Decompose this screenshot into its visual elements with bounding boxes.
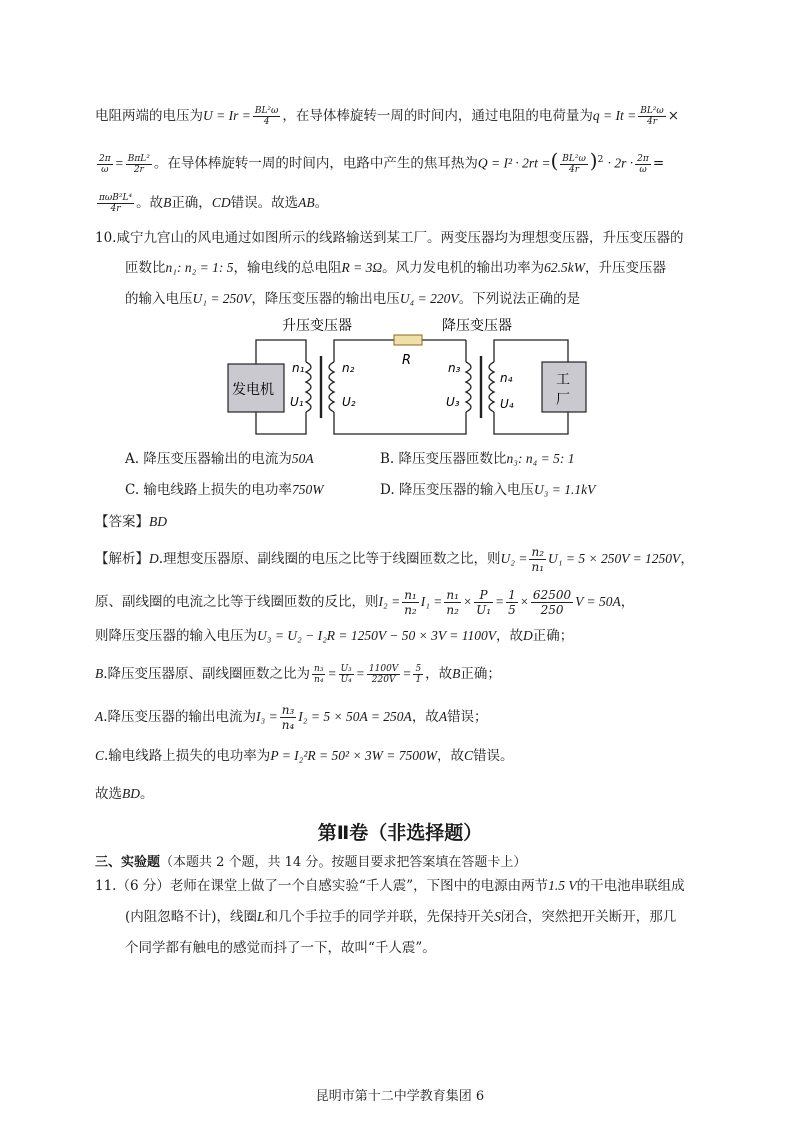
- q9-line-1: [95, 106, 679, 127]
- math: =: [495, 594, 505, 609]
- q11-line-1: [95, 876, 685, 896]
- math: P = I₂²R = 50² × 3W = 7500W: [270, 748, 438, 763]
- math: n₁: n₂ = 1: 5: [165, 260, 234, 275]
- math: 750W: [291, 482, 324, 497]
- fraction: $\frac{1}{5}$: [508, 588, 516, 617]
- math: C: [95, 748, 105, 763]
- fraction: $\frac{\text{n₁}}{\text{n₂}}$: [404, 588, 417, 617]
- text: 原、副线圈的电流之比等于线圈匝数的反比，则: [95, 594, 379, 610]
- text: ，降压变压器的输出电压: [251, 291, 400, 307]
- q10-stem-1: [95, 228, 683, 248]
- math: ×: [519, 594, 529, 609]
- text: ，输电线的总电阻: [233, 260, 342, 276]
- math: q = It =: [592, 108, 637, 123]
- text: ，升压变压器: [585, 260, 666, 276]
- section-title: 第Ⅱ卷（非选择题）: [317, 822, 483, 844]
- analysis-line-3: [95, 626, 573, 646]
- q9-line-2: $\frac{2\pi}{\omega}$ = $\frac{\text{BπL²}}{2r}$ 。在导体棒旋转一周的时间内，电路中产生的焦耳热为Q = I² · 2rt =( $\frac{\text{BL²ω}}{4r}$ )$^2$ · 2r · $\frac{2\pi}{\omega}$ =: [99, 148, 665, 175]
- U2-label: U₂: [342, 395, 356, 409]
- analysis-line-5: [95, 703, 488, 732]
- text: 正确，: [171, 195, 212, 211]
- math: U₁ = 250V: [192, 291, 252, 306]
- math: 50A: [291, 451, 314, 466]
- text: ，: [620, 594, 635, 610]
- analysis-line-2: [95, 588, 634, 617]
- text: 的输入电压: [125, 291, 193, 307]
- analysis-line-4: [95, 664, 501, 685]
- text: 【解析】: [95, 551, 149, 567]
- text: .降压变压器原、副线圈匝数之比为: [103, 666, 311, 682]
- fraction: $\frac{\text{BL²ω}}{4r}$: [562, 153, 586, 175]
- math: U₃ = U₂ − I₂R = 1250V − 50 × 3V = 1100V: [257, 628, 496, 643]
- text: ，: [680, 551, 694, 567]
- math: 1.5 V: [548, 878, 577, 893]
- math: AB: [298, 195, 315, 210]
- text: 错误。: [473, 748, 514, 764]
- text: =: [652, 155, 665, 172]
- math: =: [402, 666, 412, 681]
- text: 匝数比: [125, 260, 166, 276]
- math: A: [438, 709, 448, 724]
- math: I₁ =: [420, 594, 443, 609]
- math: U₂ =: [500, 551, 528, 566]
- text: ，故: [425, 666, 453, 682]
- math: I₂ =: [378, 594, 401, 609]
- math: BD: [122, 786, 140, 801]
- math: CD: [211, 195, 231, 210]
- n1-label: n₁: [292, 361, 305, 375]
- text: 的干电池串联组成: [576, 878, 685, 894]
- generator-label: 发电机: [232, 382, 274, 398]
- analysis-line-1: [95, 545, 694, 574]
- fraction: $\frac{\text{BL²ω}}{4}$: [254, 106, 279, 127]
- U4-label: U₄: [500, 397, 514, 411]
- fraction: $\frac{\text{n₁}}{\text{n₂}}$: [446, 588, 459, 617]
- math: D: [149, 551, 159, 566]
- fraction: $\frac{\text{BπL²}}{2r}$: [127, 153, 150, 175]
- math: A: [95, 709, 104, 724]
- text: 故选: [95, 786, 122, 802]
- n2-label: n₂: [342, 361, 355, 375]
- math: B: [95, 666, 104, 681]
- text: 正确；: [532, 628, 574, 644]
- q10-stem-3: [125, 289, 580, 309]
- math: B: [163, 195, 172, 210]
- text: 。风力发电机的输出功率为: [382, 260, 545, 276]
- resistor-r: [394, 335, 422, 345]
- text: 错误；: [447, 709, 488, 725]
- text: .理想变压器原、副线圈的电压之比等于线圈匝数之比，则: [158, 551, 501, 567]
- final-choice: [95, 784, 154, 804]
- math: R = 3Ω: [341, 260, 383, 275]
- text: 电阻两端的电压为: [95, 108, 203, 124]
- math: B: [452, 666, 461, 681]
- math: U₃ = 1.1kV: [533, 482, 596, 497]
- section-heading: [95, 852, 526, 873]
- text: 和几个手拉手的同学并联，先保持开关: [264, 909, 495, 925]
- step-down-label: 降压变压器: [442, 318, 512, 334]
- text: A. 降压变压器输出的电流为: [125, 451, 292, 467]
- option-d: [380, 480, 595, 500]
- text: ，故: [495, 628, 523, 644]
- page-footer: 昆明市第十二中学教育集团 6: [315, 1089, 485, 1104]
- U3-label: U₃: [446, 395, 460, 409]
- fraction: $\frac{P}{\text{U₁}}$: [476, 588, 492, 617]
- math: ×: [462, 594, 473, 609]
- math: I₂ = 5 × 50A = 250A: [298, 709, 412, 724]
- text: （本题共 2 个题，共 14 分。按题目要求把答案填在答题卡上）: [160, 855, 527, 870]
- fraction: $\frac{\text{n₃}}{\text{n₄}}$: [314, 664, 324, 685]
- math: BD: [149, 514, 167, 529]
- factory-label-1: 工: [556, 372, 570, 388]
- text: 三、实验题: [95, 855, 161, 870]
- text: C. 输电线路上损失的电功率: [125, 482, 292, 498]
- fraction: $\frac{2\pi}{\omega}$: [637, 153, 649, 175]
- n4-label: n₄: [500, 371, 513, 385]
- factory-label-2: 厂: [556, 392, 570, 408]
- q9-line-3: [95, 193, 328, 214]
- option-a: [125, 449, 314, 469]
- fraction: $\frac{1100V}{220V}$: [368, 664, 399, 685]
- resistor-label: R: [402, 353, 412, 368]
- math: · 2r ·: [607, 155, 634, 171]
- text: ，故: [411, 709, 439, 725]
- math: n₃: n₄ = 5: 1: [506, 451, 575, 466]
- fraction: $\frac{\text{πωB²L⁴}}{4r}$: [99, 193, 133, 214]
- fraction: $\frac{5}{1}$: [415, 664, 422, 685]
- fraction: $\frac{\text{U₃}}{\text{U₄}}$: [340, 664, 352, 685]
- option-c: [125, 480, 323, 500]
- math: Q = I² · 2rt =: [477, 155, 551, 171]
- text: 则降压变压器的输入电压为: [95, 628, 257, 644]
- text: .降压变压器的输出电流为: [103, 709, 257, 725]
- text: 10.咸宁九宫山的风电通过如图所示的线路输送到某工厂。两变压器均为理想变压器，升压变压器的: [95, 230, 684, 246]
- text: D. 降压变压器的输入电压: [380, 482, 534, 498]
- fraction: $\frac{62500}{250}$: [532, 588, 572, 617]
- n3-label: n₃: [448, 361, 461, 375]
- text: ×: [667, 108, 680, 124]
- text: 。: [314, 195, 329, 211]
- math: =: [327, 666, 337, 681]
- fraction: $\frac{2\pi}{\omega}$: [99, 153, 111, 175]
- text: B. 降压变压器匝数比: [380, 451, 507, 467]
- fraction: $\frac{\text{n₃}}{\text{n₄}}$: [281, 703, 295, 732]
- option-b: [380, 449, 575, 469]
- math: =: [114, 155, 124, 171]
- text: 正确；: [460, 666, 501, 682]
- text: (内阻忽略不计)，线圈: [125, 909, 258, 925]
- transmission-circuit-diagram: [220, 312, 600, 442]
- text: ，故: [437, 748, 465, 764]
- step-up-label: 升压变压器: [282, 318, 352, 334]
- text: 个同学都有触电的感觉而抖了一下，故叫“千人震”。: [125, 940, 436, 956]
- text: 错误。故选: [230, 195, 299, 211]
- math: L: [257, 909, 265, 924]
- answer-line: [95, 512, 167, 532]
- text: 【答案】: [95, 514, 149, 530]
- math: U₁ = 5 × 250V = 1250V: [548, 551, 681, 566]
- text: 11.（6 分）老师在课堂上做了一个自感实验“千人震”，下图中的电源由两节: [95, 878, 549, 894]
- fraction: $\frac{\text{n₂}}{\text{n₁}}$: [531, 545, 545, 574]
- text: ，在导体棒旋转一周的时间内，通过电阻的电荷量为: [282, 108, 593, 124]
- fraction: $\frac{\text{BL²ω}}{4r}$: [640, 106, 664, 127]
- math: C: [464, 748, 474, 763]
- math: V = 50A: [575, 594, 621, 609]
- q11-line-2: [125, 907, 676, 927]
- text: 。在导体棒旋转一周的时间内，电路中产生的焦耳热为: [153, 155, 478, 172]
- math: 62.5kW: [544, 260, 585, 275]
- math: U₄ = 220V: [399, 291, 459, 306]
- math: =: [355, 666, 365, 681]
- math: U = Ir =: [203, 108, 251, 123]
- text: 。: [140, 786, 154, 802]
- text: 闭合，突然把开关断开，那几: [500, 909, 677, 925]
- text: 。故: [136, 195, 164, 211]
- q10-stem-2: [125, 258, 666, 278]
- math: D: [522, 628, 533, 643]
- math: I₃ =: [256, 709, 278, 724]
- U1-label: U₁: [290, 395, 304, 409]
- math: S: [494, 909, 501, 924]
- analysis-line-6: [95, 746, 514, 766]
- text: .输电线路上损失的电功率为: [104, 748, 271, 764]
- text: 。下列说法正确的是: [458, 291, 581, 307]
- q11-line-3: [125, 938, 436, 958]
